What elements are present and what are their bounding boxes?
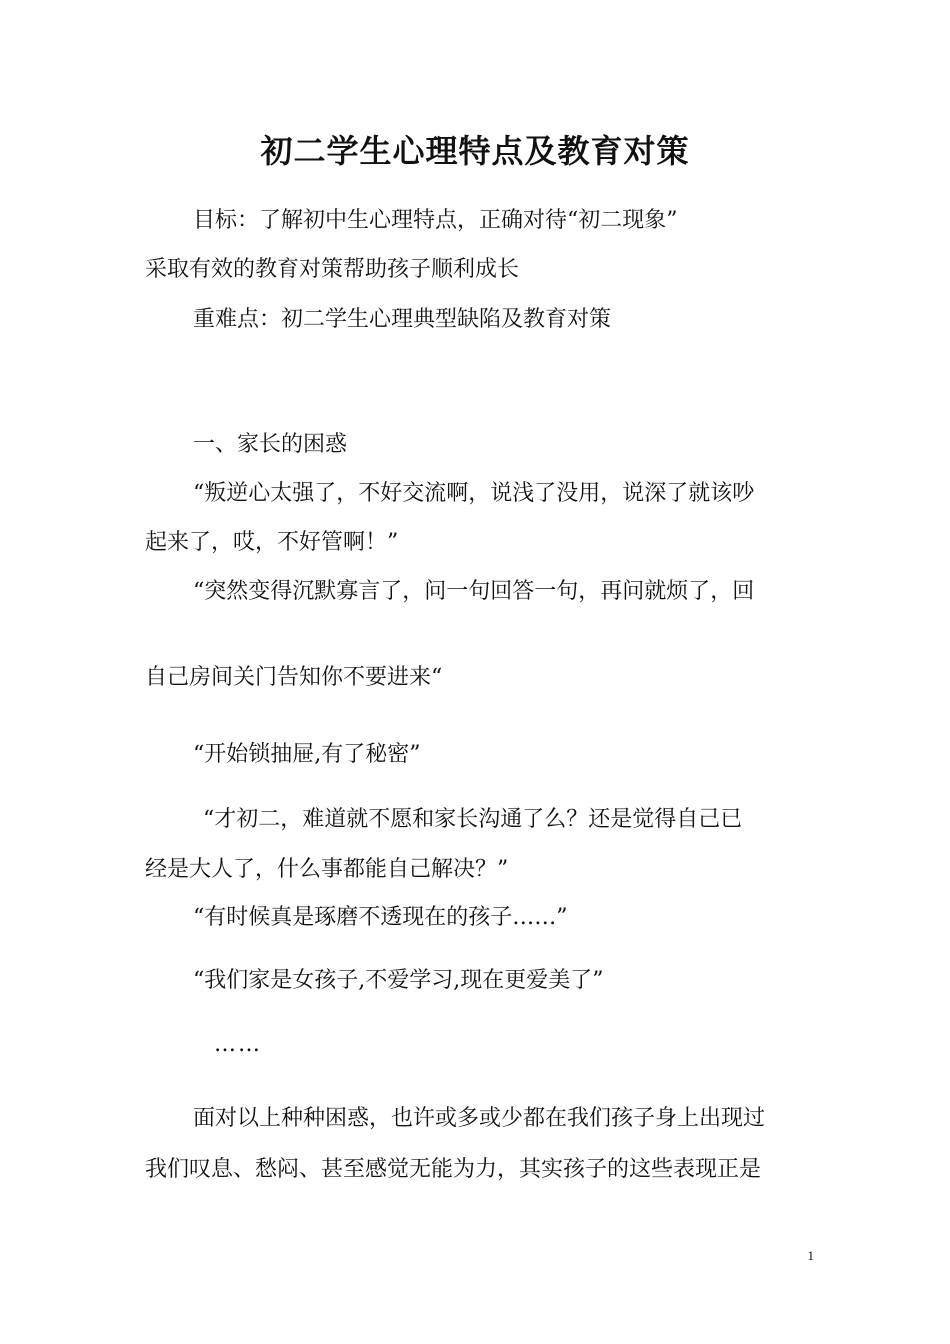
document-title: 初二学生心理特点及教育对策 — [260, 132, 690, 170]
goal-line-1: 目标：了解初中生心理特点，正确对待“初二现象” — [193, 208, 678, 233]
quote-4-line-1: “才初二，难道就不愿和家长沟通了么？还是觉得自己已 — [203, 807, 743, 832]
ellipsis-line: …… — [214, 1032, 262, 1057]
quote-5: “有时候真是琢磨不透现在的孩子……” — [193, 905, 568, 930]
page-number: 1 — [807, 1248, 814, 1263]
quote-2-line-1: “突然变得沉默寡言了，问一句回答一句，再问就烦了，回 — [193, 579, 755, 604]
quote-3: “开始锁抽屉,有了秘密” — [193, 742, 421, 767]
paragraph-line-2: 我们叹息、愁闷、甚至感觉无能为力，其实孩子的这些表现正是 — [145, 1157, 762, 1182]
quote-4-line-2: 经是大人了，什么事都能自己解决？” — [145, 857, 509, 882]
quote-1-line-2: 起来了，哎，不好管啊！” — [145, 530, 399, 555]
section-heading: 一、家长的困惑 — [193, 432, 348, 457]
quote-2-line-2: 自己房间关门告知你不要进来“ — [145, 665, 443, 690]
paragraph-line-1: 面对以上种种困惑，也许或多或少都在我们孩子身上出现过 — [193, 1106, 766, 1131]
key-points-line: 重难点：初二学生心理典型缺陷及教育对策 — [193, 307, 612, 332]
quote-1-line-1: “叛逆心太强了，不好交流啊，说浅了没用，说深了就该吵 — [193, 481, 755, 506]
goal-line-2: 采取有效的教育对策帮助孩子顺利成长 — [145, 257, 520, 282]
quote-6: “我们家是女孩子,不爱学习,现在更爱美了” — [193, 968, 604, 993]
